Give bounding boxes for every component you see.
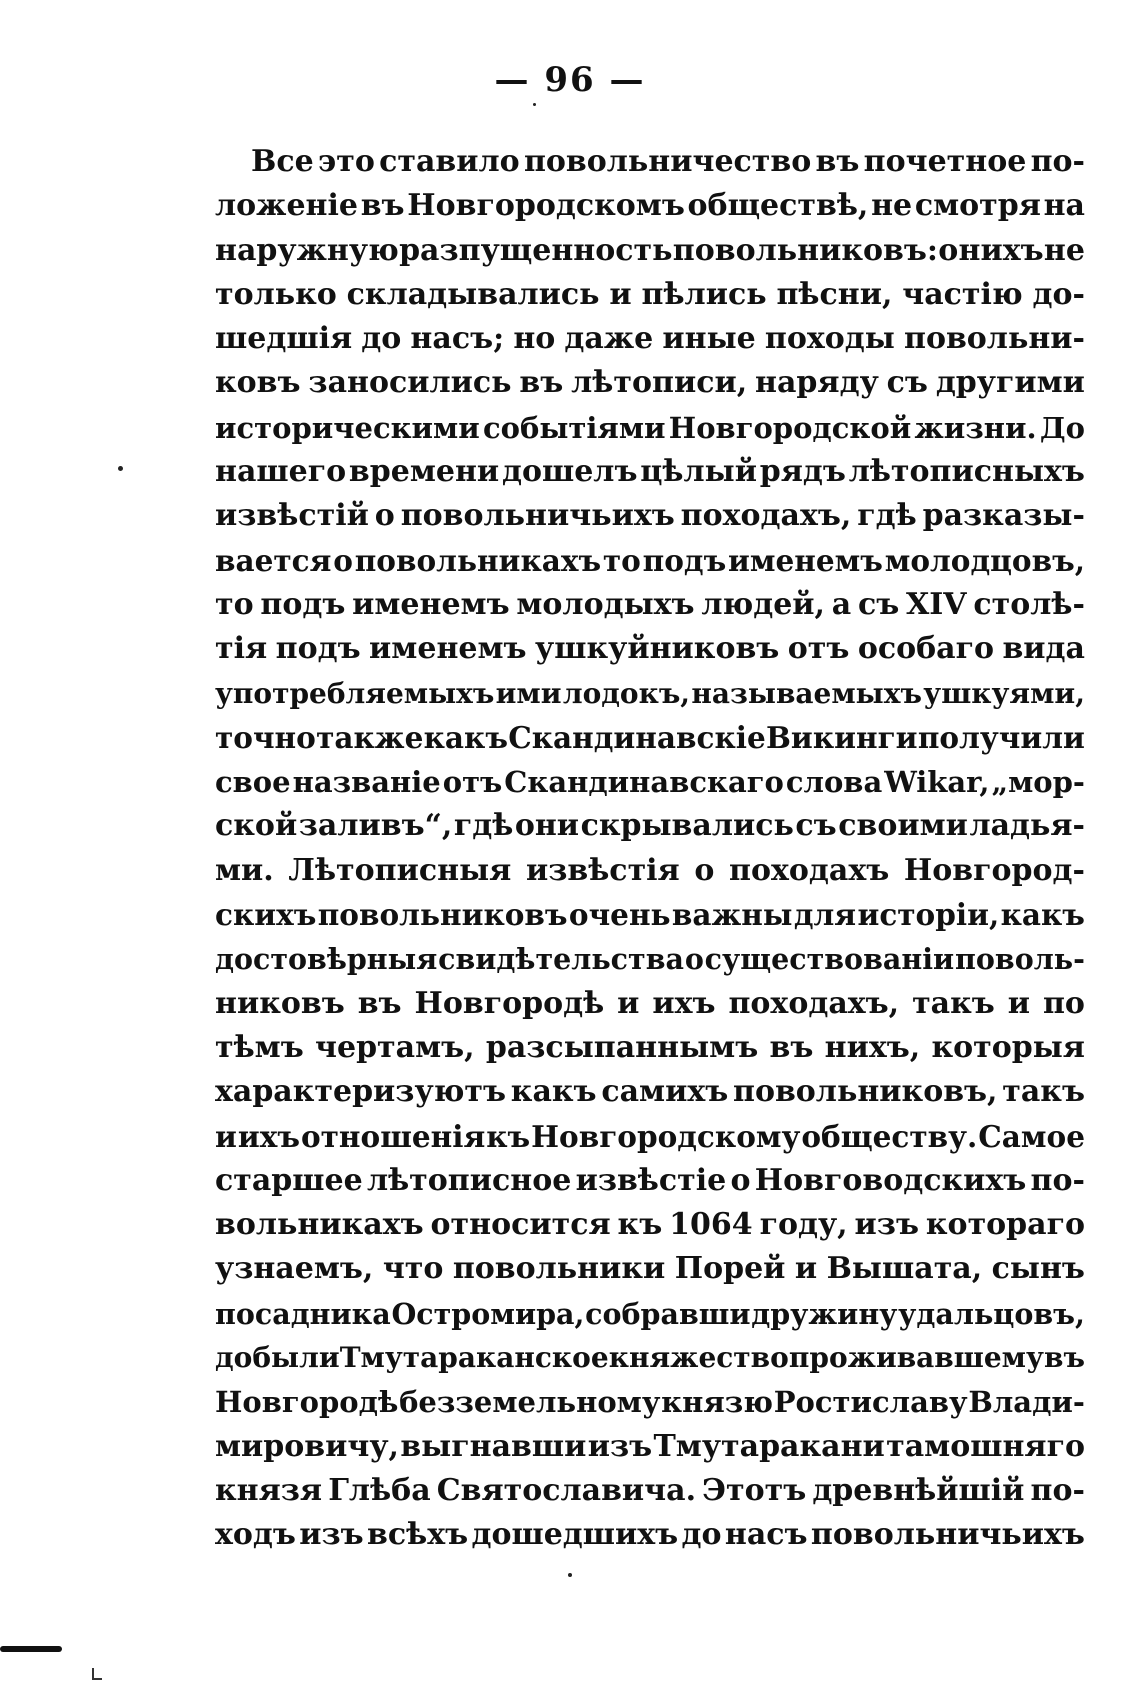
text-line: ми. Лѣтописныя извѣстія о походахъ Новгород-	[215, 852, 1085, 888]
text-line: вольникахъ относится къ 1064 году, изъ котораго	[215, 1207, 1085, 1243]
corner-ink-mark	[92, 1668, 102, 1680]
text-line: достовѣрныя свидѣтельства о существованіи поволь-	[215, 942, 1085, 977]
text-line: историческими событіями Новгородской жизни. До	[215, 410, 1085, 445]
text-line: то подъ именемъ молодыхъ людей, а съ XIV столѣ-	[215, 586, 1085, 622]
text-line: шедшія до насъ; но даже иные походы повольни-	[215, 321, 1085, 357]
text-line: тія подъ именемъ ушкуйниковъ отъ особаго вида	[215, 631, 1085, 667]
text-line: ковъ заносились въ лѣтописи, наряду съ другими	[215, 365, 1085, 401]
text-line: князя Глѣба Святославича. Этотъ древнѣйшій по-	[215, 1472, 1085, 1508]
text-line: извѣстій о повольничьихъ походахъ, гдѣ разказы-	[215, 498, 1085, 534]
text-line: тѣмъ чертамъ, разсыпаннымъ въ нихъ, которыя	[215, 1029, 1085, 1065]
text-line: характеризуютъ какъ самихъ повольниковъ, такъ	[215, 1074, 1085, 1110]
text-line: Новгородѣ безземельному князю Ростиславу Влади-	[215, 1385, 1085, 1420]
text-line: мировичу, выгнавши изъ Тмутаракани тамошняго	[215, 1428, 1085, 1464]
text-line: и ихъ отношенія къ Новгородскому обществу. Самое	[215, 1118, 1085, 1154]
text-line: ложеніе въ Новгородскомъ обществѣ, не смотря на	[215, 188, 1085, 224]
text-line: ходъ изъ всѣхъ дошедшихъ до насъ повольничьихъ	[215, 1517, 1085, 1553]
ink-speck	[568, 1573, 572, 1577]
text-line: употребляемыхъ ими лодокъ, называемыхъ ушкуями,	[215, 676, 1085, 710]
text-line: только складывались и пѣлись пѣсни, частію до-	[215, 276, 1085, 312]
text-line: добыли Тмутараканское княжество проживавшему въ	[215, 1341, 1085, 1375]
text-line: старшее лѣтописное извѣстіе о Новговодскихъ по-	[215, 1162, 1085, 1198]
ink-speck	[533, 103, 536, 106]
body-text	[215, 140, 1085, 1558]
text-line: никовъ въ Новгородѣ и ихъ походахъ, такъ и по	[215, 985, 1085, 1021]
text-line: наружную разпущенность повольниковъ: о нихъ не	[215, 232, 1085, 268]
text-line: скихъ повольниковъ очень важны для исторіи, какъ	[215, 897, 1085, 933]
text-line: ской заливъ“, гдѣ они скрывались съ своими ладья-	[215, 808, 1085, 844]
text-line: нашего времени дошелъ цѣлый рядъ лѣтописныхъ	[215, 454, 1085, 490]
margin-ink-mark	[0, 1646, 62, 1652]
page-number-header: — 96 —	[494, 60, 646, 100]
text-line: вается о повольникахъ то подъ именемъ молодцовъ,	[215, 542, 1085, 578]
text-line: узнаемъ, что повольники Порей и Вышата, сынъ	[215, 1251, 1085, 1287]
text-line: точно также какъ Скандинавскіе Викинги получили	[215, 719, 1085, 755]
ink-speck	[118, 466, 123, 471]
text-line: Все это ставило повольничество въ почетное по-	[251, 144, 1085, 179]
text-line: свое названіе отъ Скандинавскаго слова Wikar, „мор-	[215, 765, 1085, 800]
text-line: посадника Остромира, собравши дружину удальцовъ,	[215, 1296, 1085, 1331]
